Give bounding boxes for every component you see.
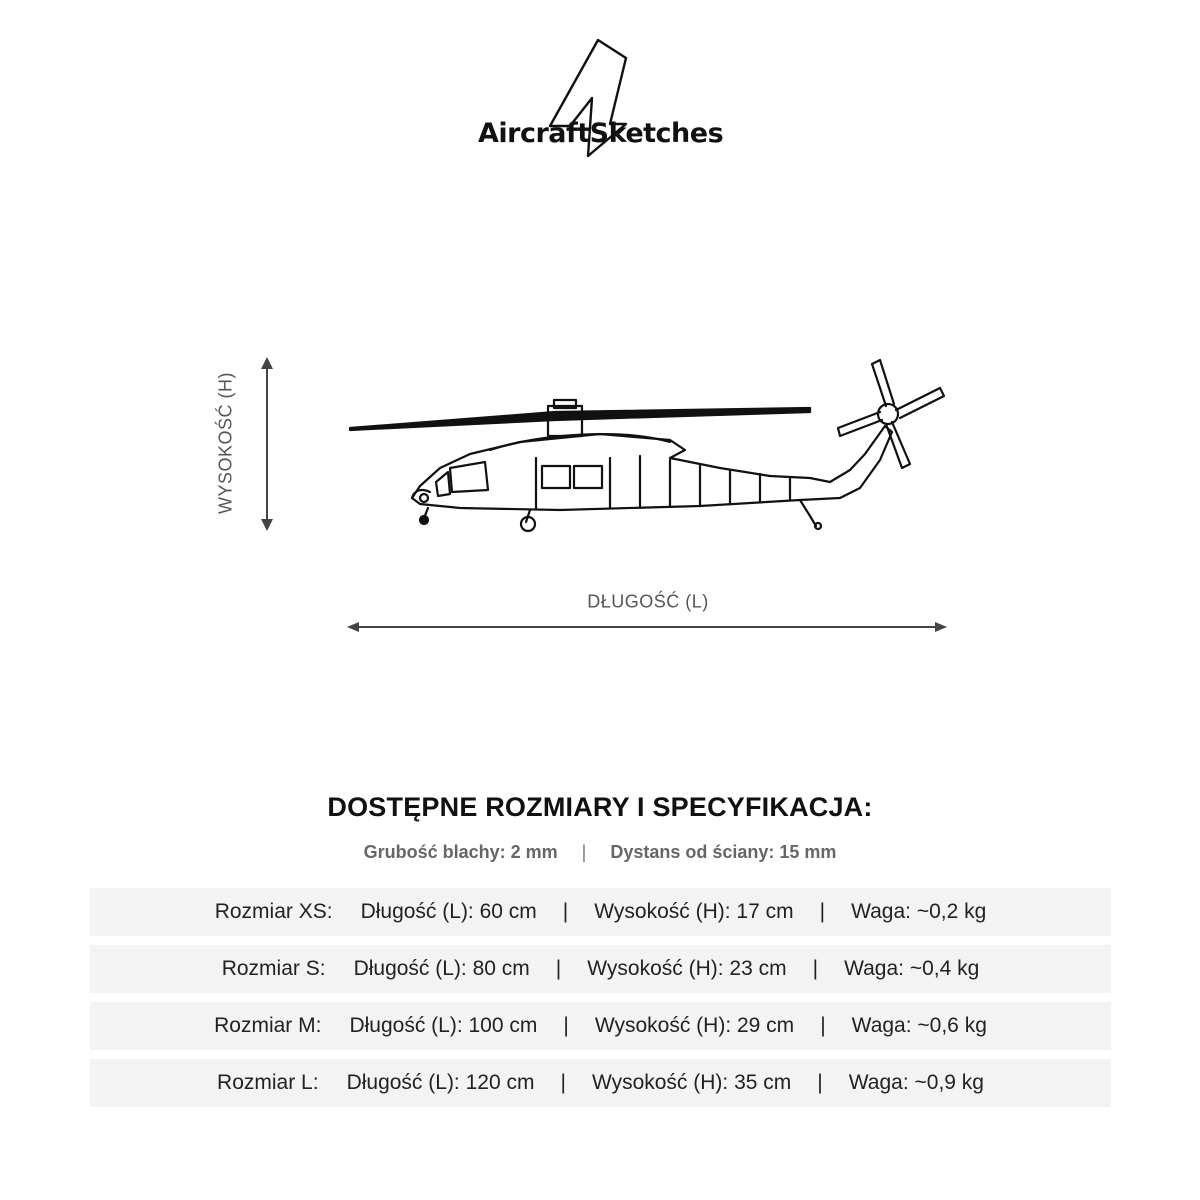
size-row-l xyxy=(90,1059,1111,1107)
size-length: Długość (L): 60 cm xyxy=(360,900,537,923)
size-weight: Waga: ~0,9 kg xyxy=(848,1071,984,1094)
length-dimension-arrow xyxy=(345,619,949,635)
size-length: Długość (L): 120 cm xyxy=(346,1071,535,1094)
specs-separator: | xyxy=(581,842,587,862)
size-height: Wysokość (H): 29 cm xyxy=(594,1014,795,1037)
row-separator: | xyxy=(812,957,819,980)
row-separator: | xyxy=(820,1014,826,1037)
specs-title: DOSTĘPNE ROZMIARY I SPECYFIKACJA: xyxy=(327,792,873,822)
size-row-m xyxy=(90,1002,1111,1050)
size-name: Rozmiar L: xyxy=(217,1071,319,1094)
size-name: Rozmiar S: xyxy=(221,957,326,980)
row-separator: | xyxy=(819,900,826,923)
row-separator: | xyxy=(562,900,569,923)
logo-text: AircraftSketches xyxy=(478,118,724,149)
size-name: Rozmiar M: xyxy=(214,1014,322,1037)
row-separator: | xyxy=(555,957,562,980)
material-specs xyxy=(0,842,1200,863)
wall-distance: Dystans od ściany: 15 mm xyxy=(610,842,837,862)
size-name: Rozmiar XS: xyxy=(214,900,333,923)
size-weight: Waga: ~0,6 kg xyxy=(851,1014,987,1037)
height-dimension-label: WYSOKOŚĆ (H) xyxy=(215,371,236,515)
size-row-xs xyxy=(90,888,1111,936)
size-weight: Waga: ~0,2 kg xyxy=(851,900,987,923)
length-dimension-label: DŁUGOŚĆ (L) xyxy=(587,591,709,612)
height-dimension-arrow xyxy=(258,355,276,533)
helicopter-silhouette xyxy=(340,350,960,550)
size-height: Wysokość (H): 17 cm xyxy=(594,900,794,923)
size-length: Długość (L): 80 cm xyxy=(353,957,530,980)
row-separator: | xyxy=(817,1071,823,1094)
size-row-s xyxy=(90,945,1111,993)
sheet-thickness: Grubość blachy: 2 mm xyxy=(363,842,558,862)
size-length: Długość (L): 100 cm xyxy=(349,1014,538,1037)
size-height: Wysokość (H): 35 cm xyxy=(591,1071,792,1094)
size-height: Wysokość (H): 23 cm xyxy=(587,957,787,980)
row-separator: | xyxy=(560,1071,566,1094)
size-weight: Waga: ~0,4 kg xyxy=(844,957,980,980)
row-separator: | xyxy=(563,1014,569,1037)
brand-logo xyxy=(470,38,730,158)
